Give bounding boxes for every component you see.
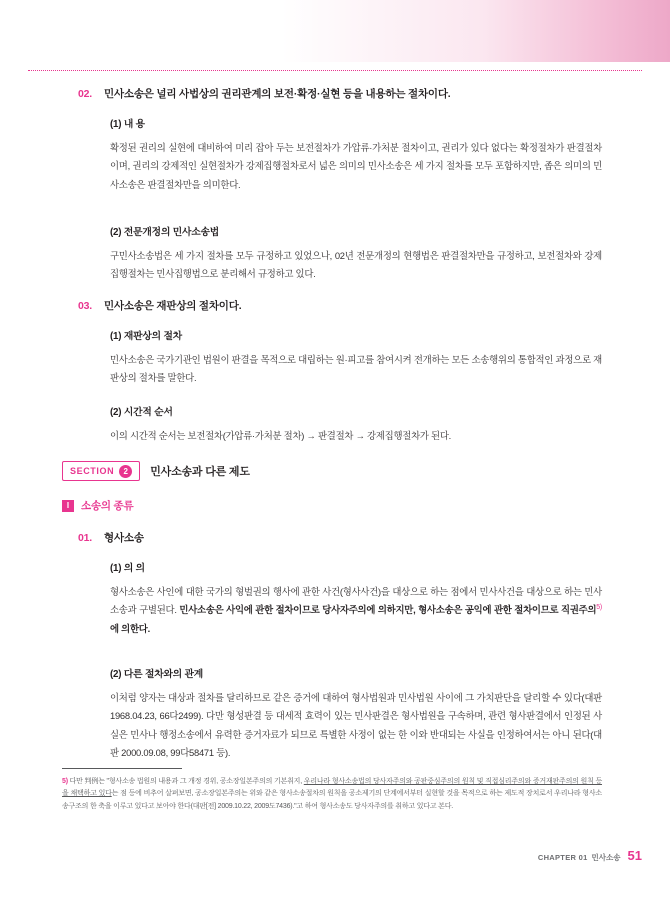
item-02-sub-1-label: (1) 내 용 bbox=[110, 119, 145, 130]
roman-numeral-badge: I bbox=[62, 500, 74, 512]
item-01-sub-1 bbox=[110, 560, 602, 638]
item-02-number: 02. bbox=[78, 88, 92, 100]
item-03-sub-1-label: (1) 재판상의 절차 bbox=[110, 331, 182, 342]
subsection-title: 소송의 종류 bbox=[81, 500, 134, 512]
item-02-sub-1-body: 확정된 권리의 실현에 대비하여 미리 잡아 두는 보전절차가 가압류·가처분 절차이고, 권리가 있다 없다는 확정절차가 판결절차이며, 권리의 강제적인 실현절차가 강제집행절차로서 넓은 의미의 민사소송은 세 가지 절차를 모두 포함하지만, 좁은 의미의 민사소송은 판결절차만을 의미한다. bbox=[110, 142, 602, 190]
footer-chapter-label: CHAPTER 01 bbox=[537, 853, 588, 862]
item-02-sub-2-body: 구민사소송법은 세 가지 절차를 모두 규정하고 있었으나, 02년 전문개정의 현행법은 판결절차만을 규정하고, 보전절차와 강제집행절차는 민사집행법으로 분리해서 규정하고 있다. bbox=[110, 250, 602, 280]
section-badge bbox=[62, 461, 140, 481]
item-02-sub-2 bbox=[110, 224, 602, 284]
item-03-number: 03. bbox=[78, 300, 92, 312]
footer-chapter-title: 민사소송 bbox=[591, 853, 621, 862]
footnote-text-underlined: 우리나라 형사소송법의 당사자주의와 공판중심주의의 원칙 및 직접심리주의와 증거재판주의의 원칙 등을 채택하고 있다 bbox=[62, 778, 603, 798]
item-02-sub-2-label: (2) 전문개정의 민사소송법 bbox=[110, 227, 220, 238]
item-03-sub-1 bbox=[110, 328, 602, 388]
item-01-sub-1-body-bold-1: 민사소송은 사익에 관한 절차이므로 당사자주의에 의하지만, 형사소송은 공익에 관한 절차이므로 직권주의 bbox=[179, 604, 597, 616]
page-footer bbox=[538, 848, 642, 863]
page-top-gradient-band bbox=[0, 0, 670, 62]
heading-item-02 bbox=[78, 86, 602, 101]
item-01-sub-2 bbox=[110, 666, 602, 762]
footnote-text-b: 는 점 등에 비추어 살펴보면, 공소장일본주의는 위와 같은 형사소송절차의 원칙을 공소제기의 단계에서부터 실현할 것을 목적으로 하는 제도적 장치로서 우리나라 형사소송구조의 한 축을 이루고 있다고 보아야 한다(대판[전] 2009.10.22, 2009도7436)."고 하여 형사소송도 당사자주의를 취하고 있다고 본다. bbox=[62, 790, 602, 810]
item-01-sub-2-label: (2) 다른 절차와의 관계 bbox=[110, 669, 204, 680]
subsection-header bbox=[62, 498, 133, 513]
footnote-number: 5) bbox=[62, 778, 68, 785]
footnote-divider bbox=[62, 768, 182, 769]
section-title: 민사소송과 다른 제도 bbox=[150, 466, 250, 478]
item-02-heading: 민사소송은 널리 사법상의 권리관계의 보전·확정·실현 등을 내용하는 절차이다. bbox=[104, 88, 451, 100]
footnote-text-a: 다만 判例는 "형사소송 법원의 내용과 그 개정 경위, 공소장일본주의의 기본취지, bbox=[69, 778, 304, 785]
item-03-heading: 민사소송은 재판상의 절차이다. bbox=[104, 300, 242, 312]
item-01-sub-1-label: (1) 의 의 bbox=[110, 563, 145, 574]
item-03-sub-2-body: 이의 시간적 순서는 보전절차(가압류·가처분 절차) → 판결절차 → 강제집행절차가 된다. bbox=[110, 430, 452, 441]
item-03-sub-2 bbox=[110, 404, 602, 445]
item-01-heading: 형사소송 bbox=[104, 532, 144, 544]
heading-item-03 bbox=[78, 298, 602, 313]
item-01-sub-1-body-plain: 형사소송은 사인에 대한 국가의 형벌권의 행사에 관한 사건(형사사건)을 대상으로 하는 점에서 민사사건을 대상으로 하는 민사소송과 구별된다. bbox=[110, 586, 602, 616]
item-01-number: 01. bbox=[78, 532, 92, 544]
item-03-sub-1-body: 민사소송은 국가기관인 법원이 판결을 목적으로 대립하는 원·피고를 참여시켜 전개하는 모든 소송행위의 통합적인 과정으로 재판상의 절차를 말한다. bbox=[110, 354, 602, 384]
footnote-block bbox=[62, 776, 602, 813]
section-label: SECTION bbox=[70, 466, 115, 476]
item-01-sub-1-body bbox=[110, 583, 602, 638]
section-header bbox=[62, 460, 250, 482]
heading-item-01 bbox=[78, 530, 602, 545]
footer-page-number: 51 bbox=[627, 848, 642, 863]
item-03-sub-2-label: (2) 시간적 순서 bbox=[110, 407, 173, 418]
item-02-sub-1 bbox=[110, 116, 602, 194]
page-top-dotted-rule bbox=[28, 70, 642, 71]
section-number: 2 bbox=[119, 465, 132, 478]
item-01-sub-2-body: 이처럼 양자는 대상과 절차를 달리하므로 같은 증거에 대하여 형사법원과 민사법원 사이에 그 가치판단을 달리할 수 있다(대판 1968.04.23, 66다2499). 다만 형성판결 등 대세적 효력이 있는 민사판결은 형사법원을 구속하며, 관련 형사판결에서 인정된 사실은 민사나 행정소송에서 유력한 증거자료가 되므로 특별한 사정이 없는 한 이와 반대되는 사실을 인정하여서는 아니 된다(대판 2000.09.08, 99다58471 등). bbox=[110, 692, 602, 758]
footnote-reference-5[interactable]: 5) bbox=[596, 604, 602, 612]
item-01-sub-1-body-bold-2: 에 의한다. bbox=[110, 622, 150, 634]
